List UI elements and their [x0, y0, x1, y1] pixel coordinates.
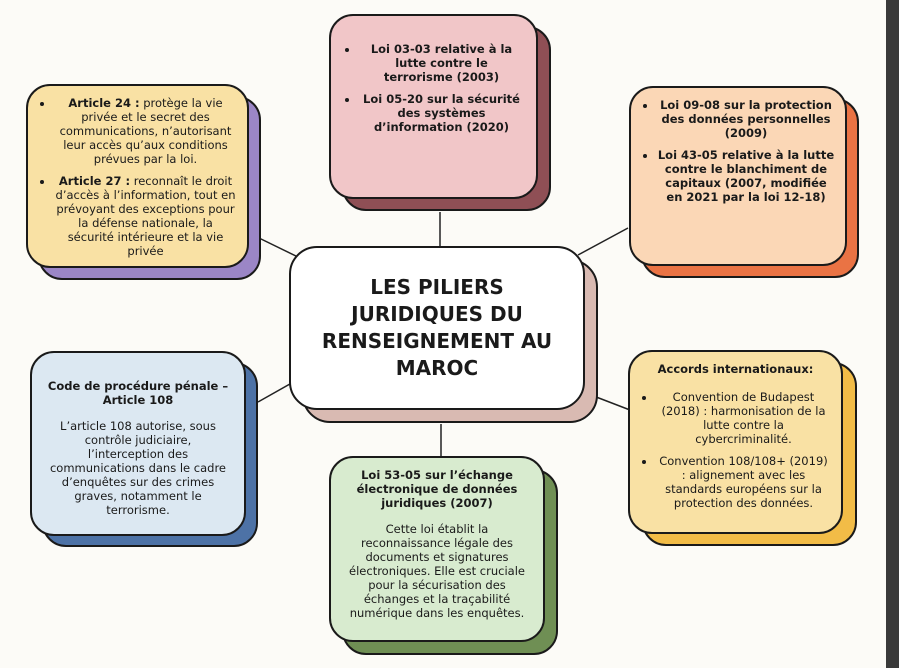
article-27-text: reconnaît le droit d’accès à l’information, tout en prévoyant des exceptions pour la défense nationale, la sécurité intérieure et la vie privée: [55, 174, 236, 258]
topright-item-2: • Loi 43-05 relative à la lutte contre le blanchiment de capitaux (2007, modifiée en 2021 par la loi 12-18): [657, 148, 835, 204]
bottom-heading: Loi 53-05 sur l’échange électronique de données juridiques (2007): [356, 468, 518, 510]
center-title: LES PILIERS JURIDIQUES DU RENSEIGNEMENT AU MAROC: [289, 246, 585, 410]
bottomright-item-2: • Convention 108/108+ (2019) : alignement avec les standards européens sur la protection des données.: [656, 454, 831, 510]
connector-topleft: [259, 238, 300, 258]
bottomright-heading: Accords internationaux:: [657, 362, 814, 376]
article-24-label: Article 24 :: [68, 96, 140, 110]
topright-item-1: • Loi 09-08 sur la protection des données personnelles (2009): [657, 98, 835, 140]
top-card: [329, 14, 538, 199]
article-24-text: protège la vie privée et le secret des communications, n’autorisant leur accès qu’aux conditions prévues par la loi.: [59, 96, 232, 166]
bottom-card: [329, 456, 545, 642]
bottom-body: Cette loi établit la reconnaissance légale des documents et signatures électroniques. Elle est cruciale pour la sécurisation des échanges et la traçabilité numérique dans les enquêtes.: [349, 522, 525, 620]
bottomright-item-1: • Convention de Budapest (2018) : harmonisation de la lutte contre la cybercriminalité.: [656, 390, 831, 446]
bottomleft-heading: Code de procédure pénale – Article 108: [47, 379, 229, 407]
topleft-card: [26, 84, 249, 268]
top-item-1: • Loi 03-03 relative à la lutte contre le terrorisme (2003): [359, 42, 524, 84]
bottomleft-body: L’article 108 autorise, sous contrôle judiciaire, l’interception des communications dans le cadre d’enquêtes sur des crimes graves, notamment le terrorisme.: [49, 419, 226, 517]
topleft-item-1: [54, 96, 237, 166]
article-27-label: Article 27 :: [58, 174, 131, 188]
bottomright-card: [628, 350, 843, 534]
connector-topright: [578, 228, 628, 255]
top-item-2: • Loi 05-20 sur la sécurité des systèmes d’information (2020): [359, 92, 524, 134]
topleft-item-2: [54, 174, 237, 258]
bottomleft-card: [30, 351, 246, 536]
topright-card: [629, 86, 847, 266]
